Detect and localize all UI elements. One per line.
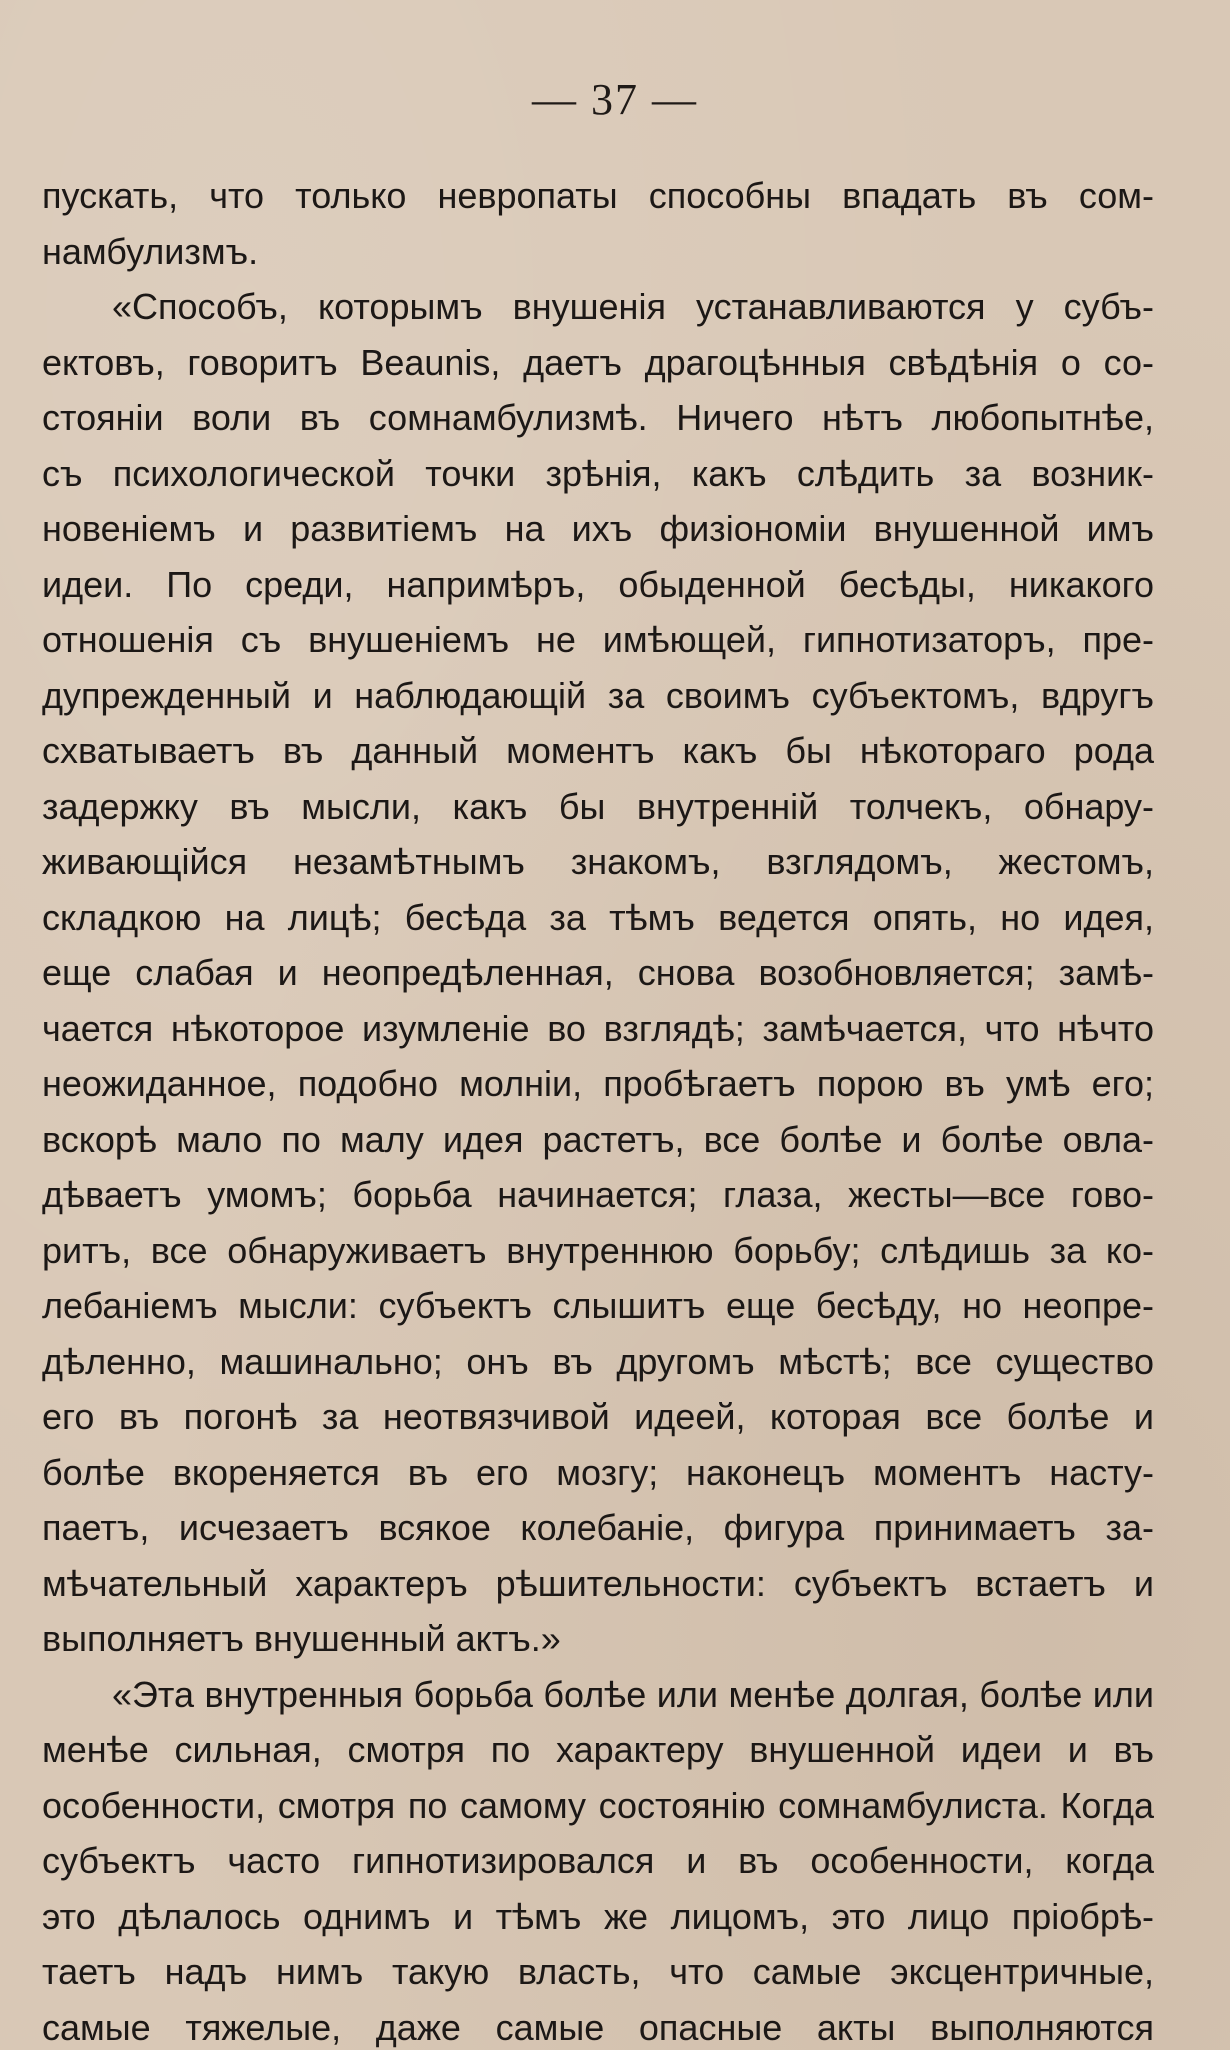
- text-line: выполняетъ внушенный актъ.»: [42, 1618, 561, 1659]
- text-line: паетъ, исчезаетъ всякое колебаніе, фигура принимаетъ за-: [42, 1507, 1154, 1548]
- text-line: пускать, что только невропаты способны впадать въ сом-: [42, 175, 1154, 216]
- text-line: живающійся незамѣтнымъ знакомъ, взглядомъ, жестомъ,: [42, 841, 1154, 882]
- text-line: стояніи воли въ сомнамбулизмѣ. Ничего нѣтъ любопытнѣе,: [42, 397, 1154, 438]
- text-line: новеніемъ и развитіемъ на ихъ физіономіи внушенной имъ: [42, 508, 1154, 549]
- text-line: «Способъ, которымъ внушенія устанавливаются у субъ-: [112, 286, 1154, 327]
- text-line: отношенія съ внушеніемъ не имѣющей, гипнотизаторъ, пре-: [42, 619, 1154, 660]
- text-line: менѣе сильная, смотря по характеру внушенной идеи и въ: [42, 1729, 1154, 1770]
- text-line: схватываетъ въ данный моментъ какъ бы нѣкотораго рода: [42, 730, 1154, 771]
- text-line: его въ погонѣ за неотвязчивой идеей, которая все болѣе и: [42, 1396, 1154, 1437]
- text-line: ритъ, все обнаруживаетъ внутреннюю борьбу; слѣдишь за ко-: [42, 1229, 1154, 1271]
- text-line: съ психологической точки зрѣнія, какъ слѣдить за возник-: [42, 452, 1154, 494]
- text-line: чается нѣкоторое изумленіе во взглядѣ; замѣчается, что нѣчто: [42, 1007, 1154, 1049]
- text-line: таетъ надъ нимъ такую власть, что самые эксцентричные,: [42, 1951, 1154, 1992]
- text-line: дѣваетъ умомъ; борьба начинается; глаза, жесты—все гово-: [42, 1174, 1154, 1215]
- text-line: лебаніемъ мысли: субъектъ слышитъ еще бесѣду, но неопре-: [42, 1285, 1154, 1326]
- text-line: вскорѣ мало по малу идея растетъ, все болѣе и болѣе овла-: [42, 1118, 1154, 1160]
- text-line: идеи. По среди, напримѣръ, обыденной бесѣды, никакого: [42, 563, 1154, 605]
- text-line: задержку въ мысли, какъ бы внутренній толчекъ, обнару-: [42, 785, 1154, 827]
- text-line: болѣе вкореняется въ его мозгу; наконецъ моментъ насту-: [42, 1451, 1154, 1493]
- page-number: — 37 —: [532, 75, 698, 124]
- text-line: неожиданное, подобно молніи, пробѣгаетъ порою въ умѣ его;: [42, 1063, 1154, 1104]
- text-line: дупрежденный и наблюдающій за своимъ субъектомъ, вдругъ: [42, 674, 1154, 716]
- text-line: еще слабая и неопредѣленная, снова возобновляется; замѣ-: [42, 952, 1154, 993]
- text-line: «Эта внутренныя борьба болѣе или менѣе долгая, болѣе или: [112, 1673, 1154, 1715]
- text-line: складкою на лицѣ; бесѣда за тѣмъ ведется опять, но идея,: [42, 896, 1154, 938]
- text-line: намбулизмъ.: [42, 230, 259, 272]
- text-line: субъектъ часто гипнотизировался и въ особенности, когда: [42, 1840, 1154, 1881]
- text-line: ектовъ, говоритъ Beaunis, даетъ драгоцѣнныя свѣдѣнія о со-: [42, 341, 1154, 383]
- body-text: [42, 168, 1154, 2050]
- text-line: особенности, смотря по самому состоянію сомнамбулиста. Когда: [42, 1784, 1154, 1826]
- text-line: самые тяжелые, даже самые опасные акты выполняются: [42, 2006, 1154, 2048]
- text-line: мѣчательный характеръ рѣшительности: субъектъ встаетъ и: [42, 1562, 1154, 1604]
- text-line: дѣленно, машинально; онъ въ другомъ мѣстѣ; все существо: [42, 1340, 1154, 1382]
- text-line: это дѣлалось однимъ и тѣмъ же лицомъ, это лицо пріобрѣ-: [42, 1895, 1154, 1937]
